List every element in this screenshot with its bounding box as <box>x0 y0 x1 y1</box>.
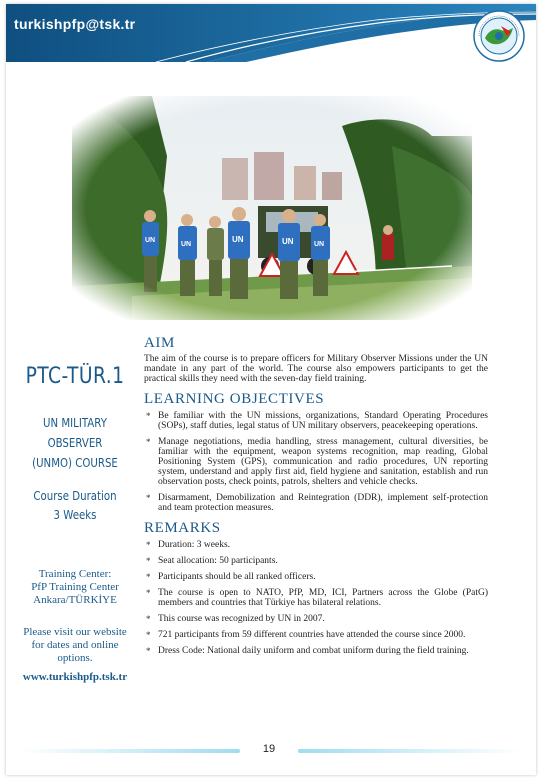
duration-label: Course Duration <box>33 489 117 503</box>
course-sidebar <box>6 364 144 525</box>
course-name-line: (UNMO) COURSE <box>32 456 118 470</box>
remark-text: Seat allocation: 50 participants. <box>158 556 278 566</box>
training-center-info <box>6 568 144 607</box>
list-item <box>144 437 488 487</box>
footer-line-left <box>20 749 240 753</box>
aim-text: The aim of the course is to prepare officers for Military Observer Missions under the UN mandate in any part of the world. The course also empowers participants to get the practical skills they need with the seven-day field training. <box>144 354 488 384</box>
pfp-center-logo-icon <box>473 10 525 62</box>
list-item <box>144 493 488 513</box>
visit-line: options. <box>57 652 93 664</box>
page-number: 19 <box>262 743 276 755</box>
header-email[interactable]: turkishpfp@tsk.tr <box>14 16 136 32</box>
course-code: PTC-TÜR.1 <box>25 364 125 389</box>
course-name-line: UN MILITARY <box>43 416 107 430</box>
remarks-heading: REMARKS <box>144 520 221 536</box>
bullet-icon: * <box>146 540 151 550</box>
list-item <box>144 556 488 566</box>
remark-text: Duration: 3 weeks. <box>158 540 231 550</box>
center-line: PfP Training Center <box>31 581 119 593</box>
remark-text: The course is open to NATO, PfP, MD, ICI, Partners across the Globe (PatG) members and countries that Türkiye has bilateral relations. <box>158 588 488 608</box>
visit-line: for dates and online <box>31 639 119 651</box>
page <box>6 4 536 775</box>
center-line: Training Center: <box>38 568 112 580</box>
objective-text: Disarmament, Demobilization and Reintegration (DDR), implement self-protection and team protection measures. <box>158 493 488 513</box>
remark-text: Participants should be all ranked officers. <box>158 572 316 582</box>
bullet-icon: * <box>146 411 151 421</box>
course-duration <box>16 487 133 525</box>
list-item <box>144 411 488 431</box>
objectives-heading: LEARNING OBJECTIVES <box>144 391 325 407</box>
bullet-icon: * <box>146 437 151 447</box>
bullet-icon: * <box>146 614 151 624</box>
list-item <box>144 540 488 550</box>
objectives-list <box>144 411 488 513</box>
course-name <box>16 413 133 473</box>
list-item <box>144 614 488 624</box>
objective-text: Be familiar with the UN missions, organizations, Standard Operating Procedures (SOPs), staff duties, legal status of UN military observers, peacekeeping operations. <box>158 411 488 431</box>
bullet-icon: * <box>146 588 151 598</box>
remark-text: Dress Code: National daily uniform and combat uniform during the field training. <box>158 646 469 656</box>
course-details <box>144 334 488 662</box>
list-item <box>144 646 488 656</box>
visit-website-note <box>6 626 144 665</box>
visit-line: Please visit our website <box>23 626 127 638</box>
website-link[interactable]: www.turkishpfp.tsk.tr <box>22 671 128 683</box>
objective-text: Manage negotiations, media handling, stress management, cultural diversities, be familiar with the equipment, weapon systems recognition, map reading, Global Positioning System (GPS), communication and radio procedures, UN reporting system, understand and apply first aid, field hygiene and sanitation, establish and run observation posts, check points, patrols, shelters and vehicle checks. <box>158 437 488 487</box>
bullet-icon: * <box>146 572 151 582</box>
course-name-line: OBSERVER <box>47 436 103 450</box>
remark-text: 721 participants from 59 different countries have attended the course since 2000. <box>158 630 466 640</box>
footer-line-right <box>298 749 520 753</box>
bullet-icon: * <box>146 493 151 503</box>
field-training-photo <box>72 96 472 320</box>
remark-text: This course was recognized by UN in 2007. <box>158 614 325 624</box>
header-band <box>6 4 536 62</box>
bullet-icon: * <box>146 630 151 640</box>
list-item <box>144 588 488 608</box>
bullet-icon: * <box>146 556 151 566</box>
remarks-list <box>144 540 488 656</box>
duration-value: 3 Weeks <box>53 508 97 522</box>
center-line: Ankara/TÜRKİYE <box>33 594 117 606</box>
aim-heading: AIM <box>144 335 175 351</box>
bullet-icon: * <box>146 646 151 656</box>
list-item <box>144 630 488 640</box>
list-item <box>144 572 488 582</box>
